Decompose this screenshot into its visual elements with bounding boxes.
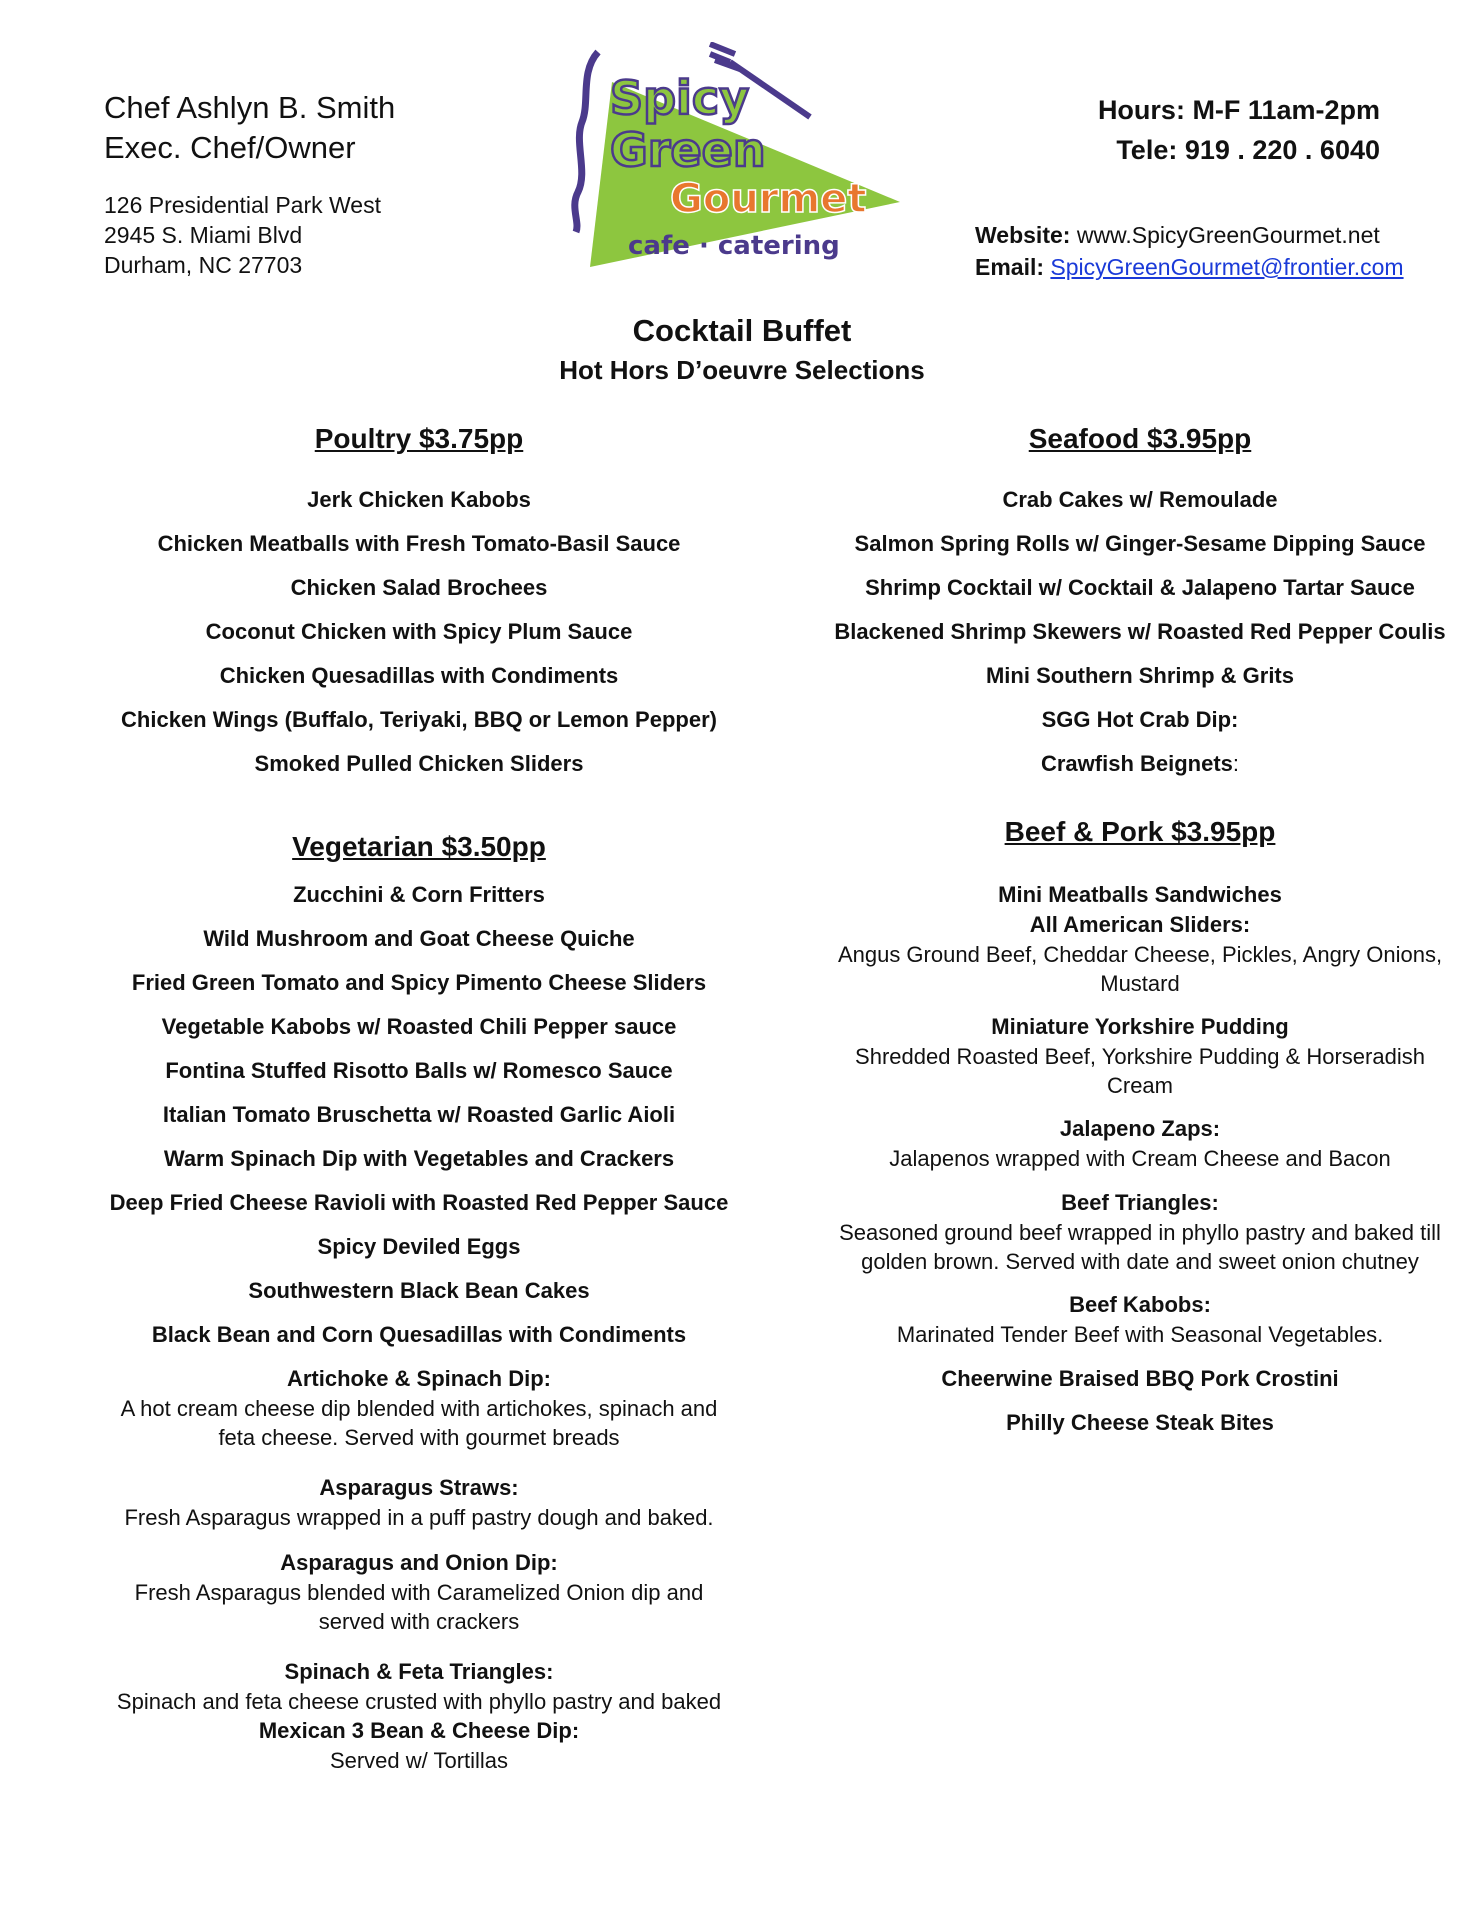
vegetarian-item: Vegetable Kabobs w/ Roasted Chili Pepper sauce (161, 1014, 677, 1039)
menu-subtitle: Hot Hors D’oeuvre Selections (559, 355, 925, 385)
address-line-1: 126 Presidential Park West (104, 192, 381, 218)
beef-kabobs-desc: Marinated Tender Beef with Seasonal Vegetables. (896, 1322, 1384, 1347)
address-line-2: 2945 S. Miami Blvd (104, 222, 303, 248)
poultry-item: Smoked Pulled Chicken Sliders (254, 751, 584, 776)
spinach-feta-name: Spinach & Feta Triangles: (284, 1659, 554, 1684)
poultry-item: Jerk Chicken Kabobs (307, 487, 531, 512)
beef-pork-heading: Beef & Pork $3.95pp (1004, 816, 1276, 847)
vegetarian-item: Fontina Stuffed Risotto Balls w/ Romesco Sauce (165, 1058, 673, 1083)
vegetarian-heading: Vegetarian $3.50pp (292, 831, 546, 862)
vegetarian-item: Fried Green Tomato and Spicy Pimento Cheese Sliders (131, 970, 707, 995)
yorkshire-desc: Cream (1106, 1073, 1173, 1098)
yorkshire-desc: Shredded Roasted Beef, Yorkshire Pudding & Horseradish (855, 1044, 1425, 1069)
telephone-text: Tele: 919 . 220 . 6040 (1116, 135, 1380, 165)
chef-name: Chef Ashlyn B. Smith (104, 90, 396, 125)
email-link[interactable]: SpicyGreenGourmet@frontier.com (1050, 254, 1404, 280)
beef-item: Philly Cheese Steak Bites (1006, 1410, 1274, 1435)
sliders-desc: Angus Ground Beef, Cheddar Cheese, Pickles, Angry Onions, (837, 942, 1443, 967)
beef-triangles-desc: Seasoned ground beef wrapped in phyllo pastry and baked till (839, 1220, 1441, 1245)
seafood-item: Shrimp Cocktail w/ Cocktail & Jalapeno Tartar Sauce (865, 575, 1415, 600)
asparagus-dip-desc: served with crackers (318, 1609, 520, 1634)
artichoke-dip-desc: A hot cream cheese dip blended with artichokes, spinach and (120, 1396, 718, 1421)
chef-title: Exec. Chef/Owner (104, 130, 356, 165)
jalapeno-desc: Jalapenos wrapped with Cream Cheese and Bacon (889, 1146, 1391, 1171)
seafood-item: Blackened Shrimp Skewers w/ Roasted Red Pepper Coulis (834, 619, 1446, 644)
poultry-item: Coconut Chicken with Spicy Plum Sauce (205, 619, 633, 644)
vegetarian-item: Southwestern Black Bean Cakes (248, 1278, 590, 1303)
logo-line-3: Gourmet (670, 176, 867, 222)
asparagus-dip-name: Asparagus and Onion Dip: (280, 1550, 558, 1575)
menu-title: Cocktail Buffet (632, 313, 852, 348)
poultry-item: Chicken Wings (Buffalo, Teriyaki, BBQ or Lemon Pepper) (121, 707, 717, 732)
logo-line-2: Green (610, 123, 766, 177)
vegetarian-item: Zucchini & Corn Fritters (293, 882, 545, 907)
logo-line-1: Spicy (610, 71, 750, 125)
crawfish-name: Crawfish Beignets (1040, 751, 1233, 776)
seafood-item: Crab Cakes w/ Remoulade (1002, 487, 1278, 512)
vegetarian-item: Wild Mushroom and Goat Cheese Quiche (203, 926, 635, 951)
logo-tagline: cafe · catering (628, 231, 840, 261)
sliders-desc: Mustard (1100, 971, 1180, 996)
poultry-item: Chicken Salad Brochees (290, 575, 548, 600)
yorkshire-name: Miniature Yorkshire Pudding (991, 1014, 1289, 1039)
seafood-heading: Seafood $3.95pp (1028, 423, 1252, 454)
mexican-dip-name: Mexican 3 Bean & Cheese Dip: (258, 1718, 580, 1743)
asparagus-straws-desc: Fresh Asparagus wrapped in a puff pastry dough and baked. (124, 1505, 714, 1530)
poultry-item: Chicken Meatballs with Fresh Tomato-Basil Sauce (157, 531, 681, 556)
poultry-heading: Poultry $3.75pp (314, 423, 524, 454)
spinach-feta-desc: Spinach and feta cheese crusted with phyllo pastry and baked (116, 1689, 722, 1714)
sliders-name: All American Sliders: (1029, 912, 1251, 937)
vegetarian-item: Deep Fried Cheese Ravioli with Roasted Red Pepper Sauce (109, 1190, 729, 1215)
right-column (820, 0, 1460, 1920)
artichoke-dip-name: Artichoke & Spinach Dip: (286, 1366, 552, 1391)
beef-triangles-name: Beef Triangles: (1061, 1190, 1219, 1215)
seafood-item: Mini Southern Shrimp & Grits (985, 663, 1294, 688)
vegetarian-item: Warm Spinach Dip with Vegetables and Crackers (163, 1146, 675, 1171)
beef-item: Cheerwine Braised BBQ Pork Crostini (941, 1366, 1339, 1391)
poultry-item: Chicken Quesadillas with Condiments (219, 663, 619, 688)
jalapeno-name: Jalapeno Zaps: (1059, 1116, 1221, 1141)
left-column (94, 0, 744, 1920)
beef-triangles-desc: golden brown. Served with date and sweet onion chutney (861, 1249, 1419, 1274)
address-line-3: Durham, NC 27703 (104, 252, 303, 278)
website-text: www.SpicyGreenGourmet.net (1076, 222, 1380, 248)
asparagus-straws-name: Asparagus Straws: (319, 1475, 519, 1500)
artichoke-dip-desc: feta cheese. Served with gourmet breads (218, 1425, 620, 1450)
seafood-item: SGG Hot Crab Dip: (1041, 707, 1239, 732)
mexican-dip-desc: Served w/ Tortillas (329, 1748, 509, 1773)
beef-item: Mini Meatballs Sandwiches (998, 882, 1282, 907)
vegetarian-item: Spicy Deviled Eggs (317, 1234, 521, 1259)
hours-text: Hours: M-F 11am-2pm (1097, 95, 1380, 125)
email-label: Email: (975, 254, 1045, 280)
crawfish-colon: : (1232, 751, 1240, 776)
website-label: Website: (975, 222, 1071, 248)
asparagus-dip-desc: Fresh Asparagus blended with Caramelized Onion dip and (134, 1580, 704, 1605)
vegetarian-item: Black Bean and Corn Quesadillas with Condiments (151, 1322, 687, 1347)
seafood-item-crawfish (820, 749, 1460, 779)
beef-kabobs-name: Beef Kabobs: (1069, 1292, 1211, 1317)
vegetarian-item: Italian Tomato Bruschetta w/ Roasted Garlic Aioli (162, 1102, 676, 1127)
seafood-item: Salmon Spring Rolls w/ Ginger-Sesame Dipping Sauce (854, 531, 1426, 556)
